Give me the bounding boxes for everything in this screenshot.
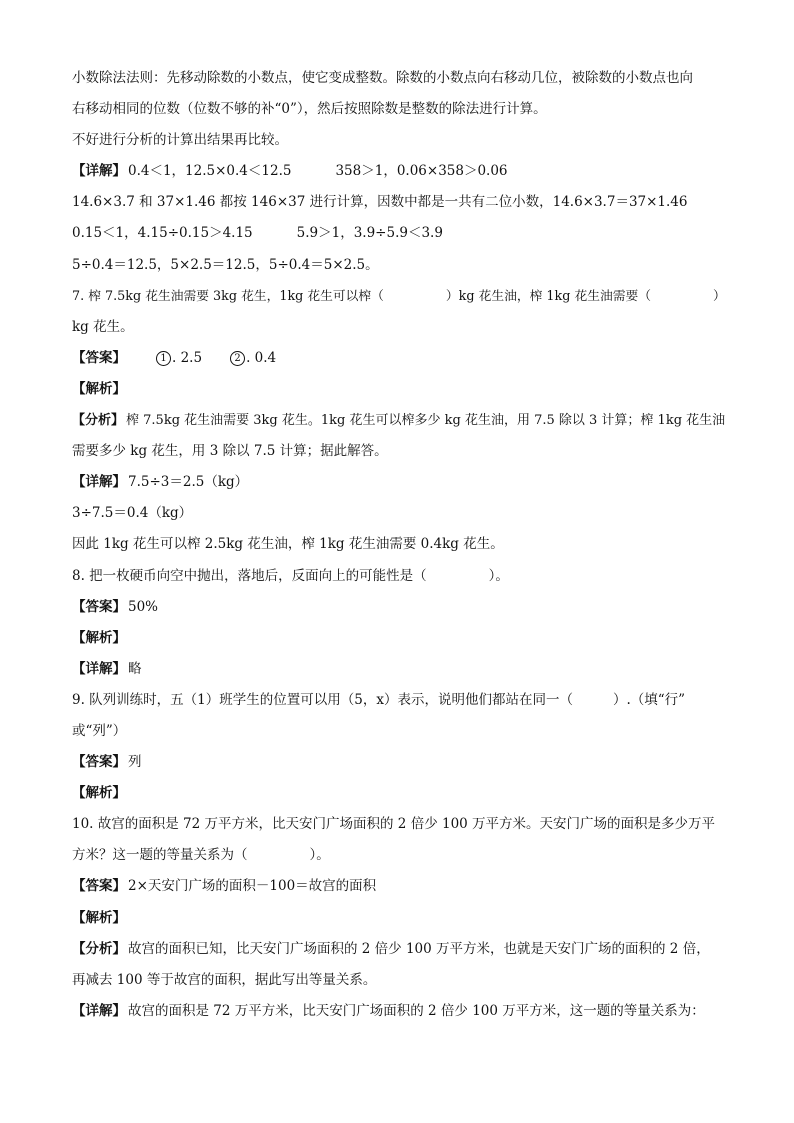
q7-question-part-1: 7. 榨 7.5kg 花生油需要 3kg 花生，1kg 花生可以榨（ — [72, 288, 384, 304]
q6-detail-line-1 — [72, 156, 732, 187]
rule-line-3: 不好进行分析的计算出结果再比较。 — [72, 132, 288, 149]
q8-detail-line — [72, 654, 732, 685]
q10-answer-tag: 【答案】 — [72, 878, 126, 895]
q7-detail-tag: 【详解】 — [72, 474, 126, 491]
q10-analysis-tag: 【解析】 — [72, 909, 126, 926]
document-content — [72, 63, 732, 1027]
q8-answer-line — [72, 592, 732, 623]
q10-detail-line-1 — [72, 996, 732, 1027]
q8-question-line — [72, 561, 732, 592]
q10-detail-tag: 【详解】 — [72, 1002, 126, 1019]
q8-detail: 略 — [128, 660, 142, 677]
q7-fenxi-tag: 【分析】 — [72, 413, 125, 429]
q7-answer-2-number: 2 — [230, 351, 245, 366]
q8-detail-tag: 【详解】 — [72, 660, 126, 677]
q7-fenxi-1: 榨 7.5kg 花生油需要 3kg 花生。1kg 花生可以榨多少 kg 花生油，用 7.5 除以 3 计算；榨 1kg 花生油 — [126, 413, 726, 429]
q8-answer: 50% — [128, 598, 159, 615]
q7-answer-1: . 2.5 — [172, 349, 203, 366]
q10-question-part-1: 方米？这一题的等量关系为（ — [72, 847, 248, 864]
q9-answer: 列 — [128, 754, 142, 771]
q9-answer-line — [72, 747, 732, 778]
q6-detail-tag: 【详解】 — [72, 163, 126, 180]
q8-analysis-line — [72, 623, 732, 654]
q10-question-part-2: ）。 — [309, 847, 330, 864]
q10-fenxi-line-2: 再减去 100 等于故宫的面积，据此写出等量关系。 — [72, 971, 377, 988]
q7-fenxi-line-2: 需要多少 kg 花生，用 3 除以 7.5 计算；据此解答。 — [72, 443, 388, 460]
q7-detail-line-3: 因此 1kg 花生可以榨 2.5kg 花生油，榨 1kg 花生油需要 0.4kg 花生。 — [72, 536, 504, 553]
q10-answer-line — [72, 871, 732, 902]
q6-detail-3a: 0.15＜1，4.15÷0.15＞4.15 — [72, 225, 253, 242]
q10-analysis-line — [72, 903, 732, 934]
q6-detail-1b: 358＞1，0.06×358＞0.06 — [335, 163, 508, 180]
q9-question-line-2: 或“列”） — [72, 722, 127, 739]
q8-question-part-1: 8. 把一枚硬币向空中抛出，落地后，反面向上的可能性是（ — [72, 567, 427, 584]
q9-question-part-2: ）.（填“行” — [612, 691, 686, 708]
q7-analysis-line — [72, 374, 732, 405]
q10-fenxi-1: 故宫的面积已知，比天安门广场面积的 2 倍少 100 万平方米，也就是天安门广场的面积的 2 倍， — [128, 940, 710, 957]
q7-question-part-3: ） — [712, 288, 726, 304]
q6-detail-3b: 5.9＞1，3.9÷5.9＜3.9 — [296, 225, 443, 242]
q10-question-line-2 — [72, 840, 732, 871]
q7-fenxi-line-1 — [72, 405, 732, 436]
q7-answer-2: . 0.4 — [246, 349, 277, 366]
q10-fenxi-line-1 — [72, 934, 732, 965]
q9-question-part-1: 9. 队列训练时，五（1）班学生的位置可以用（5，x）表示，说明他们都站在同一（ — [72, 691, 573, 708]
q7-answer-line — [72, 343, 732, 374]
q7-answer-1-number: 1 — [156, 351, 171, 366]
q7-answer-tag: 【答案】 — [72, 349, 126, 366]
q7-detail-line-2: 3÷7.5＝0.4（kg） — [72, 505, 193, 522]
q6-detail-line-3 — [72, 218, 732, 249]
q7-detail-line-1 — [72, 467, 732, 498]
rule-line-2: 右移动相同的位数（位数不够的补“0”），然后按照除数是整数的除法进行计算。 — [72, 101, 547, 118]
q7-question-line-2: kg 花生。 — [72, 318, 134, 335]
q7-detail-1: 7.5÷3＝2.5（kg） — [128, 474, 249, 491]
q8-question-part-2: ）。 — [488, 567, 509, 584]
q8-analysis-tag: 【解析】 — [72, 629, 126, 646]
q7-question-line-1 — [72, 281, 732, 312]
q10-question-line-1: 10. 故宫的面积是 72 万平方米，比天安门广场面积的 2 倍少 100 万平方米。天安门广场的面积是多少万平 — [72, 816, 716, 833]
q6-detail-line-4: 5÷0.4＝12.5，5×2.5＝12.5，5÷0.4＝5×2.5。 — [72, 256, 379, 273]
q10-detail-1: 故宫的面积是 72 万平方米，比天安门广场面积的 2 倍少 100 万平方米，这一题的等量关系为： — [128, 1002, 705, 1019]
q7-analysis-tag: 【解析】 — [72, 380, 126, 397]
q6-detail-line-2: 14.6×3.7 和 37×1.46 都按 146×37 进行计算，因数中都是一共有二位小数，14.6×3.7＝37×1.46 — [72, 194, 688, 211]
q10-fenxi-tag: 【分析】 — [72, 940, 126, 957]
rule-line-1: 小数除法法则：先移动除数的小数点，使它变成整数。除数的小数点向右移动几位，被除数的小数点也向 — [72, 70, 693, 86]
q8-answer-tag: 【答案】 — [72, 598, 126, 615]
q10-answer: 2×天安门广场的面积－100＝故宫的面积 — [128, 878, 377, 895]
q9-answer-tag: 【答案】 — [72, 754, 126, 771]
q6-detail-1a: 0.4＜1，12.5×0.4＜12.5 — [128, 163, 292, 180]
q7-question-part-2: ）kg 花生油，榨 1kg 花生油需要（ — [445, 288, 651, 304]
q9-analysis-tag: 【解析】 — [72, 785, 126, 802]
q9-analysis-line — [72, 778, 732, 809]
q9-question-line-1 — [72, 685, 732, 716]
